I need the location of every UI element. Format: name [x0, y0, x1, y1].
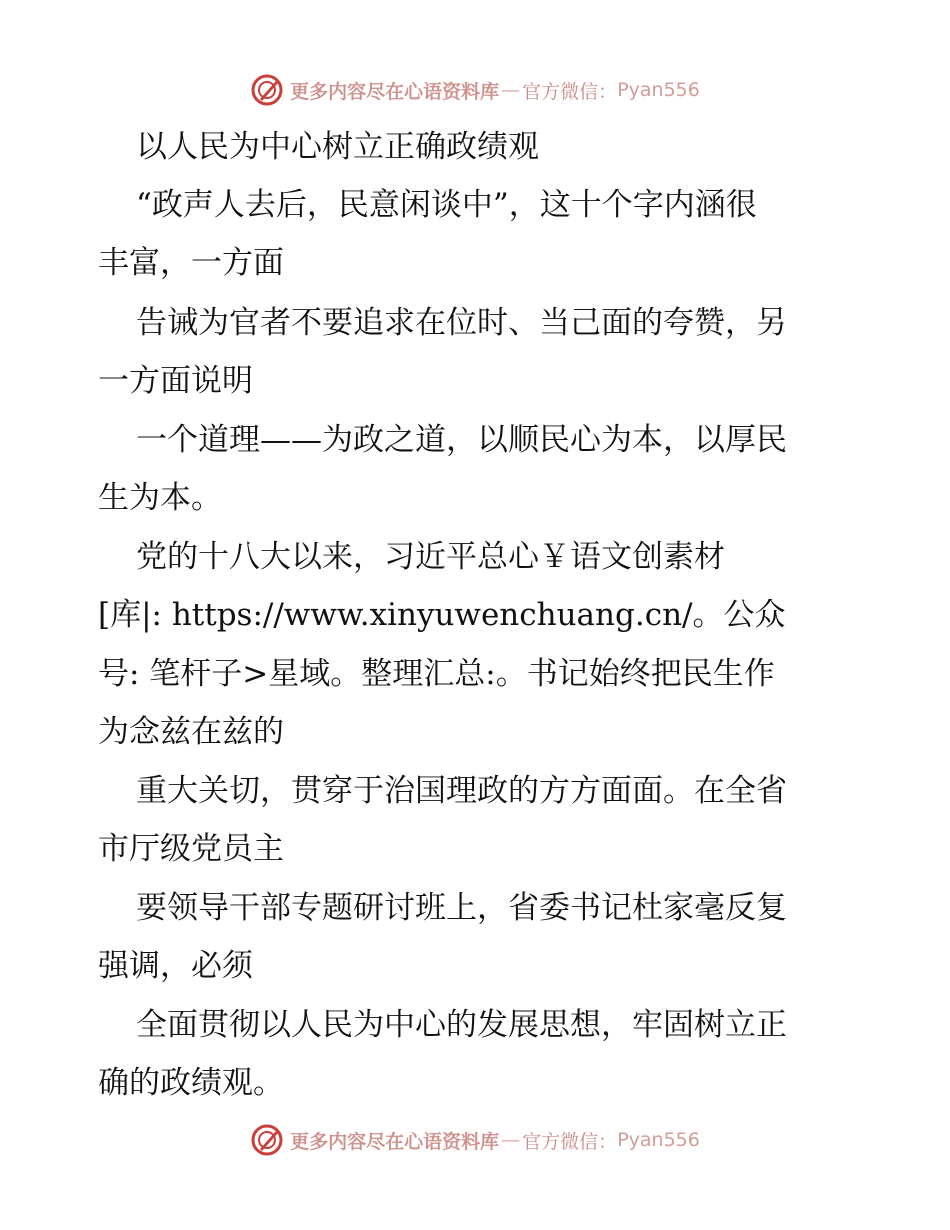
document-title: 以人民为中心树立正确政绩观: [136, 129, 539, 165]
header-watermark: [0, 68, 950, 112]
watermark-account-prefix: 官方微信：: [522, 80, 618, 103]
watermark-account-id: Pyan556: [617, 79, 700, 101]
body-line: 要领导干部专题研讨班上，省委书记杜家毫反复: [136, 890, 787, 926]
body-line: 一方面说明: [98, 363, 253, 399]
watermark-account-prefix: 官方微信：: [522, 1130, 618, 1153]
body-line: 党的十八大以来，习近平总心￥语文创素材: [136, 539, 725, 575]
body-line: 一个道理——为政之道，以顺民心为本，以厚民: [136, 422, 787, 458]
quill-logo-icon: [250, 73, 284, 107]
body-line: “政声人去后，民意闲谈中”，这十个字内涵很: [136, 187, 757, 223]
body-line: 强调，必须: [98, 948, 253, 984]
watermark-main-text: 更多内容尽在心语资料库: [290, 1130, 500, 1153]
watermark-account-id: Pyan556: [617, 1129, 700, 1151]
quill-logo-icon: [250, 1123, 284, 1157]
body-line: 告诫为官者不要追求在位时、当己面的夸赞，另: [136, 305, 787, 341]
body-line: 号: 笔杆子>星域。整理汇总:。书记始终把民生作: [98, 656, 775, 692]
body-line: 确的政绩观。: [98, 1065, 284, 1101]
watermark-main-text: 更多内容尽在心语资料库: [290, 80, 500, 103]
body-line: 为念兹在兹的: [98, 714, 284, 750]
watermark-separator: —: [501, 1129, 521, 1151]
body-line: 重大关切，贯穿于治国理政的方方面面。在全省: [136, 773, 787, 809]
body-line: 全面贯彻以人民为中心的发展思想，牢固树立正: [136, 1007, 787, 1043]
body-line: [库|: https://www.xinyuwenchuang.cn/。公众: [98, 597, 786, 633]
body-line: 丰富，一方面: [98, 245, 284, 281]
watermark-separator: —: [501, 79, 521, 101]
footer-watermark: [0, 1118, 950, 1162]
body-line: 市厅级党员主: [98, 831, 284, 867]
body-line: 生为本。: [98, 480, 222, 516]
